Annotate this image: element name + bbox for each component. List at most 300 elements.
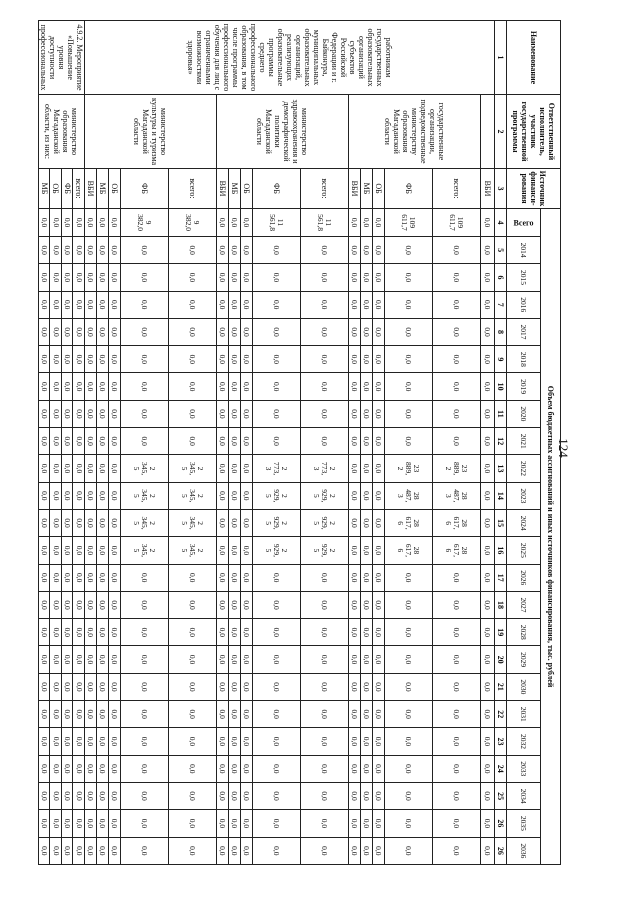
total-cell: 0,0 (241, 209, 253, 237)
value-cell: 0,0 (361, 455, 373, 482)
column-number: 9 (495, 346, 507, 373)
value-cell: 0,0 (217, 701, 229, 728)
value-cell: 0,0 (85, 291, 97, 318)
value-cell: 0,0 (349, 673, 361, 700)
column-number: 1 (495, 21, 507, 95)
value-cell: 0,0 (73, 291, 85, 318)
value-cell: 0,0 (62, 564, 74, 591)
value-cell: 0,0 (62, 346, 74, 373)
value-cell: 28 617, 6 (433, 537, 481, 564)
value-cell: 0,0 (253, 837, 301, 865)
value-cell: 0,0 (109, 810, 121, 837)
value-cell: 0,0 (253, 810, 301, 837)
value-cell: 0,0 (85, 264, 97, 291)
value-cell: 0,0 (217, 619, 229, 646)
value-cell: 0,0 (433, 837, 481, 865)
source-cell: всего: (301, 169, 349, 209)
value-cell: 0,0 (50, 318, 62, 345)
value-cell: 0,0 (301, 373, 349, 400)
value-cell: 0,0 (109, 509, 121, 536)
value-cell: 0,0 (433, 428, 481, 455)
value-cell: 0,0 (373, 537, 385, 564)
value-cell: 0,0 (121, 701, 169, 728)
value-cell: 0,0 (85, 237, 97, 264)
value-cell: 0,0 (85, 782, 97, 809)
value-cell: 0,0 (109, 619, 121, 646)
value-cell: 0,0 (433, 264, 481, 291)
column-number: 11 (495, 400, 507, 427)
value-cell: 0,0 (253, 318, 301, 345)
value-cell: 0,0 (73, 673, 85, 700)
value-cell: 0,0 (373, 646, 385, 673)
value-cell: 0,0 (121, 318, 169, 345)
value-cell: 0,0 (385, 619, 433, 646)
value-cell: 0,0 (361, 346, 373, 373)
value-cell: 0,0 (301, 237, 349, 264)
value-cell: 0,0 (50, 591, 62, 618)
value-cell: 0,0 (241, 509, 253, 536)
value-cell: 0,0 (39, 837, 51, 865)
value-cell: 2 345, 5 (121, 537, 169, 564)
value-cell: 0,0 (39, 400, 51, 427)
value-cell: 0,0 (241, 837, 253, 865)
value-cell: 2 345, 5 (121, 455, 169, 482)
value-cell: 28 487, 3 (433, 482, 481, 509)
value-cell: 0,0 (39, 318, 51, 345)
value-cell: 0,0 (62, 291, 74, 318)
column-number: 17 (495, 564, 507, 591)
value-cell: 0,0 (85, 373, 97, 400)
header-year: 2027 (507, 591, 541, 618)
header-year: 2031 (507, 701, 541, 728)
rotated-table-container (39, 20, 561, 865)
value-cell: 0,0 (169, 728, 217, 755)
value-cell: 0,0 (241, 346, 253, 373)
value-cell: 0,0 (349, 619, 361, 646)
value-cell: 0,0 (373, 591, 385, 618)
header-year: 2019 (507, 373, 541, 400)
value-cell: 0,0 (121, 428, 169, 455)
value-cell: 0,0 (361, 673, 373, 700)
funding-table (38, 20, 561, 865)
source-cell: всего: (73, 169, 85, 209)
value-cell: 0,0 (217, 810, 229, 837)
value-cell: 0,0 (169, 837, 217, 865)
value-cell: 0,0 (50, 646, 62, 673)
value-cell: 0,0 (349, 782, 361, 809)
value-cell: 0,0 (253, 346, 301, 373)
value-cell: 0,0 (217, 346, 229, 373)
value-cell: 0,0 (169, 755, 217, 782)
header-year: 2024 (507, 509, 541, 536)
value-cell: 0,0 (241, 755, 253, 782)
value-cell: 0,0 (241, 591, 253, 618)
value-cell: 0,0 (229, 782, 241, 809)
column-number: 4 (495, 209, 507, 237)
value-cell: 0,0 (373, 428, 385, 455)
value-cell: 0,0 (217, 509, 229, 536)
value-cell: 0,0 (62, 619, 74, 646)
header-funding: Объем бюджетных ассигнований и иных источников финансирования, тыс. рублей (541, 209, 561, 865)
value-cell: 0,0 (217, 264, 229, 291)
value-cell: 0,0 (481, 509, 495, 536)
value-cell: 0,0 (121, 564, 169, 591)
column-number: 24 (495, 755, 507, 782)
value-cell: 0,0 (373, 455, 385, 482)
value-cell: 0,0 (349, 455, 361, 482)
value-cell: 0,0 (39, 291, 51, 318)
value-cell: 0,0 (121, 782, 169, 809)
value-cell: 28 617, 6 (385, 509, 433, 536)
value-cell: 0,0 (361, 782, 373, 809)
value-cell: 0,0 (97, 782, 109, 809)
value-cell: 0,0 (229, 646, 241, 673)
value-cell: 0,0 (121, 728, 169, 755)
value-cell: 2 345, 5 (121, 509, 169, 536)
value-cell: 0,0 (85, 701, 97, 728)
value-cell: 0,0 (62, 318, 74, 345)
value-cell: 0,0 (39, 782, 51, 809)
value-cell: 0,0 (73, 509, 85, 536)
value-cell: 0,0 (217, 373, 229, 400)
value-cell: 0,0 (62, 728, 74, 755)
column-number: 20 (495, 646, 507, 673)
value-cell: 0,0 (73, 837, 85, 865)
value-cell: 0,0 (229, 455, 241, 482)
value-cell: 0,0 (229, 264, 241, 291)
value-cell: 0,0 (217, 564, 229, 591)
value-cell: 0,0 (97, 728, 109, 755)
value-cell: 0,0 (85, 673, 97, 700)
value-cell: 0,0 (373, 482, 385, 509)
header-total (507, 209, 541, 237)
header-year: 2016 (507, 291, 541, 318)
value-cell: 0,0 (97, 646, 109, 673)
column-number: 14 (495, 482, 507, 509)
column-number: 26 (495, 810, 507, 837)
value-cell: 0,0 (253, 400, 301, 427)
source-cell: всего: (433, 169, 481, 209)
value-cell: 0,0 (481, 755, 495, 782)
value-cell: 0,0 (62, 455, 74, 482)
value-cell: 0,0 (241, 482, 253, 509)
source-cell: МБ (39, 169, 51, 209)
value-cell: 0,0 (385, 673, 433, 700)
value-cell: 0,0 (433, 591, 481, 618)
total-cell: 0,0 (229, 209, 241, 237)
value-cell: 0,0 (50, 482, 62, 509)
value-cell: 0,0 (253, 701, 301, 728)
value-cell: 0,0 (349, 537, 361, 564)
header-year: 2032 (507, 728, 541, 755)
column-number: 23 (495, 728, 507, 755)
value-cell: 0,0 (229, 373, 241, 400)
value-cell: 0,0 (373, 619, 385, 646)
executor-cell: государственные организации, подведомственные министерству образования Магаданской области (349, 95, 481, 169)
column-number: 5 (495, 237, 507, 264)
value-cell: 0,0 (481, 728, 495, 755)
value-cell: 0,0 (169, 237, 217, 264)
value-cell: 0,0 (121, 346, 169, 373)
value-cell: 2 345, 5 (169, 509, 217, 536)
value-cell: 0,0 (433, 619, 481, 646)
value-cell: 0,0 (241, 564, 253, 591)
value-cell: 0,0 (253, 673, 301, 700)
value-cell: 0,0 (361, 564, 373, 591)
value-cell: 0,0 (385, 237, 433, 264)
value-cell: 0,0 (481, 428, 495, 455)
value-cell: 0,0 (373, 701, 385, 728)
value-cell: 0,0 (50, 564, 62, 591)
value-cell: 0,0 (301, 400, 349, 427)
value-cell: 0,0 (433, 810, 481, 837)
value-cell: 0,0 (301, 619, 349, 646)
source-cell: МБ (229, 169, 241, 209)
value-cell: 2 929, 5 (301, 537, 349, 564)
value-cell: 0,0 (97, 264, 109, 291)
value-cell: 0,0 (169, 591, 217, 618)
column-number: 7 (495, 291, 507, 318)
value-cell: 0,0 (301, 428, 349, 455)
value-cell: 0,0 (361, 810, 373, 837)
value-cell: 0,0 (481, 537, 495, 564)
value-cell: 0,0 (229, 291, 241, 318)
source-cell: ВБИ (481, 169, 495, 209)
value-cell: 0,0 (241, 701, 253, 728)
value-cell: 0,0 (241, 318, 253, 345)
value-cell: 2 345, 5 (169, 537, 217, 564)
value-cell: 0,0 (62, 400, 74, 427)
header-year: 2022 (507, 455, 541, 482)
header-executor: Ответственный исполнитель, участник государственной программы (507, 95, 561, 169)
value-cell: 0,0 (85, 728, 97, 755)
value-cell: 0,0 (85, 537, 97, 564)
value-cell: 0,0 (361, 728, 373, 755)
measure-name: работникам государственных образовательных организаций субъектов Российской Федерации и г. Байконура, муниципальных образовательных организаций, реализующих образовательные программы среднего профессионального образования, в том числе программы профессионального обучения для лиц с ограниченными возможностями здоровья» (85, 21, 495, 95)
value-cell: 0,0 (50, 373, 62, 400)
value-cell: 0,0 (373, 318, 385, 345)
header-year: 2030 (507, 673, 541, 700)
value-cell: 0,0 (85, 591, 97, 618)
value-cell: 0,0 (385, 755, 433, 782)
value-cell: 2 929, 5 (253, 482, 301, 509)
total-cell: 0,0 (97, 209, 109, 237)
column-number: 15 (495, 509, 507, 536)
value-cell: 0,0 (62, 537, 74, 564)
value-cell: 0,0 (241, 428, 253, 455)
value-cell: 0,0 (373, 373, 385, 400)
value-cell: 0,0 (62, 591, 74, 618)
value-cell: 0,0 (433, 237, 481, 264)
value-cell: 0,0 (433, 646, 481, 673)
value-cell: 0,0 (50, 810, 62, 837)
value-cell: 0,0 (373, 264, 385, 291)
value-cell: 0,0 (301, 591, 349, 618)
value-cell: 0,0 (361, 537, 373, 564)
executor-cell: министерство культуры и туризма Магаданской области (85, 95, 217, 169)
value-cell: 0,0 (253, 782, 301, 809)
header-row (541, 21, 561, 865)
value-cell: 0,0 (373, 810, 385, 837)
value-cell: 0,0 (349, 400, 361, 427)
value-cell: 0,0 (39, 455, 51, 482)
value-cell: 0,0 (73, 810, 85, 837)
measure-name: 4.9.2. Мероприятие «Повышение уровня доступности профессиональных (39, 21, 85, 95)
value-cell: 0,0 (109, 346, 121, 373)
value-cell: 0,0 (109, 237, 121, 264)
value-cell: 0,0 (373, 346, 385, 373)
value-cell: 0,0 (373, 837, 385, 865)
value-cell: 2 773, 3 (301, 455, 349, 482)
value-cell: 0,0 (241, 455, 253, 482)
value-cell: 0,0 (39, 537, 51, 564)
source-cell: МБ (361, 169, 373, 209)
value-cell: 0,0 (217, 318, 229, 345)
value-cell: 0,0 (241, 237, 253, 264)
value-cell: 0,0 (481, 291, 495, 318)
column-number: 16 (495, 537, 507, 564)
value-cell: 0,0 (73, 482, 85, 509)
value-cell: 0,0 (361, 400, 373, 427)
value-cell: 0,0 (97, 564, 109, 591)
source-cell: ОБ (109, 169, 121, 209)
value-cell: 0,0 (109, 782, 121, 809)
value-cell: 0,0 (62, 837, 74, 865)
value-cell: 0,0 (97, 237, 109, 264)
value-cell: 0,0 (229, 237, 241, 264)
value-cell: 0,0 (241, 646, 253, 673)
value-cell: 0,0 (169, 673, 217, 700)
header-year: 2021 (507, 428, 541, 455)
value-cell: 0,0 (481, 810, 495, 837)
value-cell: 0,0 (229, 619, 241, 646)
value-cell: 0,0 (121, 264, 169, 291)
value-cell: 0,0 (349, 755, 361, 782)
value-cell: 0,0 (39, 619, 51, 646)
value-cell: 0,0 (50, 782, 62, 809)
value-cell: 0,0 (50, 237, 62, 264)
total-cell: 0,0 (481, 209, 495, 237)
value-cell: 0,0 (169, 810, 217, 837)
value-cell: 0,0 (385, 264, 433, 291)
value-cell: 0,0 (433, 564, 481, 591)
value-cell: 0,0 (385, 591, 433, 618)
value-cell: 0,0 (73, 701, 85, 728)
value-cell: 0,0 (169, 564, 217, 591)
total-cell: 11 561,8 (253, 209, 301, 237)
value-cell: 0,0 (229, 755, 241, 782)
value-cell: 23 889, 2 (433, 455, 481, 482)
source-cell: ВБИ (85, 169, 97, 209)
executor-cell (481, 95, 495, 169)
value-cell: 0,0 (50, 400, 62, 427)
value-cell: 0,0 (349, 701, 361, 728)
value-cell: 0,0 (85, 810, 97, 837)
value-cell: 0,0 (97, 509, 109, 536)
value-cell: 0,0 (39, 673, 51, 700)
value-cell: 0,0 (301, 728, 349, 755)
value-cell: 0,0 (50, 837, 62, 865)
value-cell: 0,0 (109, 591, 121, 618)
value-cell: 0,0 (301, 810, 349, 837)
value-cell: 0,0 (217, 646, 229, 673)
total-cell: 109 611,7 (433, 209, 481, 237)
value-cell: 0,0 (97, 291, 109, 318)
value-cell: 0,0 (229, 482, 241, 509)
value-cell: 0,0 (373, 237, 385, 264)
value-cell: 0,0 (361, 482, 373, 509)
value-cell: 0,0 (373, 564, 385, 591)
column-number: 13 (495, 455, 507, 482)
value-cell: 0,0 (385, 318, 433, 345)
value-cell: 0,0 (241, 400, 253, 427)
table-row (73, 21, 85, 865)
value-cell: 0,0 (217, 291, 229, 318)
value-cell: 0,0 (62, 673, 74, 700)
header-year: 2014 (507, 237, 541, 264)
table-row (169, 21, 217, 865)
value-cell: 0,0 (253, 373, 301, 400)
value-cell: 0,0 (217, 591, 229, 618)
value-cell: 0,0 (62, 264, 74, 291)
value-cell: 0,0 (169, 646, 217, 673)
value-cell: 0,0 (109, 318, 121, 345)
value-cell: 0,0 (109, 673, 121, 700)
value-cell: 0,0 (361, 264, 373, 291)
value-cell: 0,0 (217, 482, 229, 509)
value-cell: 0,0 (39, 346, 51, 373)
value-cell: 2 345, 5 (121, 482, 169, 509)
value-cell: 0,0 (62, 810, 74, 837)
total-cell: 0,0 (373, 209, 385, 237)
value-cell: 0,0 (169, 373, 217, 400)
value-cell: 0,0 (241, 728, 253, 755)
value-cell: 0,0 (73, 755, 85, 782)
value-cell: 0,0 (85, 755, 97, 782)
value-cell: 0,0 (481, 564, 495, 591)
value-cell: 0,0 (301, 291, 349, 318)
value-cell: 0,0 (169, 400, 217, 427)
value-cell: 0,0 (349, 564, 361, 591)
column-number: 2 (495, 95, 507, 169)
column-number: 22 (495, 701, 507, 728)
column-numbers-row (495, 21, 507, 865)
value-cell: 0,0 (301, 564, 349, 591)
value-cell: 0,0 (349, 728, 361, 755)
value-cell: 0,0 (62, 646, 74, 673)
total-cell: 0,0 (73, 209, 85, 237)
value-cell: 0,0 (73, 619, 85, 646)
value-cell: 0,0 (39, 755, 51, 782)
value-cell: 0,0 (301, 346, 349, 373)
value-cell: 2 929, 5 (301, 509, 349, 536)
value-cell: 0,0 (85, 346, 97, 373)
source-cell: ВБИ (349, 169, 361, 209)
value-cell: 0,0 (39, 509, 51, 536)
value-cell: 0,0 (373, 673, 385, 700)
value-cell: 0,0 (229, 428, 241, 455)
header-year: 2020 (507, 400, 541, 427)
value-cell: 0,0 (229, 509, 241, 536)
value-cell: 0,0 (39, 264, 51, 291)
value-cell: 0,0 (349, 428, 361, 455)
value-cell: 0,0 (109, 646, 121, 673)
source-cell: ОБ (50, 169, 62, 209)
value-cell: 0,0 (349, 810, 361, 837)
value-cell: 0,0 (433, 755, 481, 782)
value-cell: 0,0 (229, 837, 241, 865)
value-cell: 0,0 (433, 346, 481, 373)
